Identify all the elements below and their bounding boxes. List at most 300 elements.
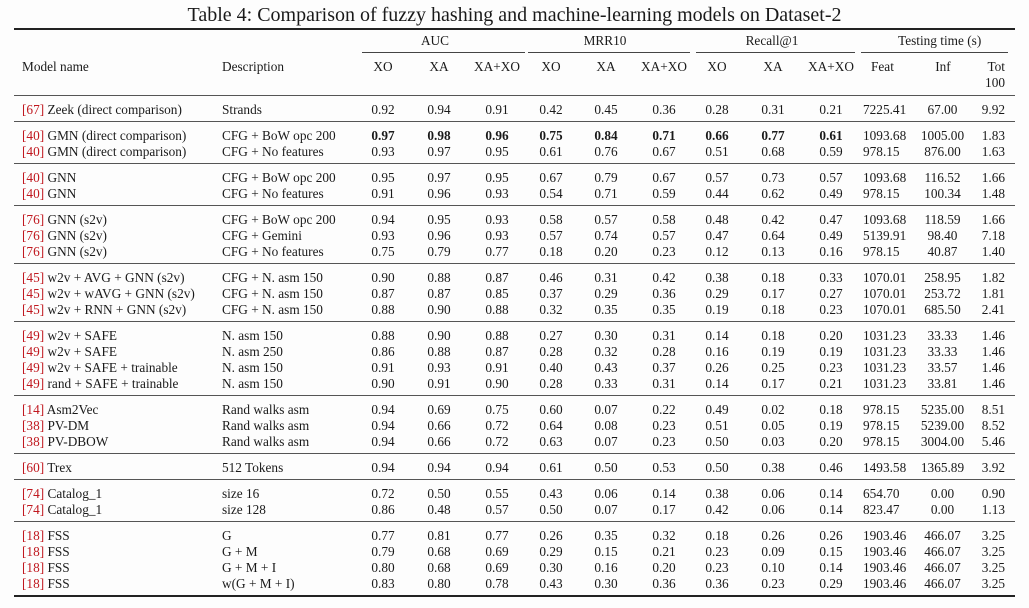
table-row-description: CFG + N. asm 150	[222, 270, 323, 285]
table-cell-metric: 0.88	[371, 328, 395, 343]
citation-link[interactable]: [38]	[22, 434, 45, 449]
table-row-model	[22, 544, 70, 560]
table-row-description: N. asm 150	[222, 360, 283, 375]
table-rule	[14, 595, 1015, 597]
table-row-description: Rand walks asm	[222, 418, 310, 433]
table-cell-metric: 0.91	[485, 360, 509, 375]
table-cell-metric: 0.93	[485, 228, 509, 243]
table-row-description: CFG + N. asm 150	[222, 286, 323, 301]
table-cell-metric: 0.51	[705, 144, 729, 159]
table-cell-metric: 0.50	[594, 460, 618, 475]
table-cell-metric: 0.53	[652, 460, 676, 475]
table-cell-metric: 0.94	[371, 212, 395, 227]
table-cell-metric: 0.94	[427, 460, 451, 475]
header-group-underline	[362, 52, 525, 53]
table-cell-metric: 0.87	[485, 344, 509, 359]
table-row-model	[22, 460, 72, 476]
table-cell-inf: 466.07	[924, 560, 961, 575]
table-cell-metric: 0.68	[761, 144, 785, 159]
table-cell-metric: 0.88	[427, 344, 451, 359]
citation-link[interactable]: [60]	[22, 460, 45, 475]
header-group-underline	[696, 52, 855, 53]
table-cell-inf: 1005.00	[920, 128, 965, 143]
table-cell-inf: 116.52	[924, 170, 961, 185]
table-cell-metric: 0.57	[485, 502, 509, 517]
table-row-model	[22, 244, 107, 260]
citation-link[interactable]: [74]	[22, 502, 45, 517]
table-cell-metric: 0.20	[819, 434, 843, 449]
table-cell-tot: 1.40	[981, 244, 1005, 259]
table-cell-metric: 0.35	[594, 528, 618, 543]
citation-link[interactable]: [45]	[22, 286, 45, 301]
citation-link[interactable]: [49]	[22, 344, 45, 359]
table-cell-metric: 0.08	[594, 418, 618, 433]
table-cell-metric: 0.23	[819, 302, 843, 317]
table-row-description: CFG + N. asm 150	[222, 302, 323, 317]
table-cell-metric: 0.74	[594, 228, 618, 243]
table-cell-metric: 0.36	[705, 576, 729, 591]
table-cell-metric: 0.73	[761, 170, 785, 185]
citation-link[interactable]: [45]	[22, 302, 45, 317]
table-rule	[14, 163, 1015, 164]
table-cell-inf: 98.40	[927, 228, 958, 243]
model-name: Catalog_1	[47, 502, 103, 517]
table-row-model	[22, 344, 117, 360]
table-cell-metric: 0.17	[652, 502, 676, 517]
table-cell-metric: 0.23	[705, 560, 729, 575]
table-row-model	[22, 528, 70, 544]
table-cell-metric: 0.97	[427, 170, 451, 185]
table-cell-metric: 0.91	[371, 360, 395, 375]
table-cell-metric: 0.31	[652, 376, 676, 391]
table-cell-tot: 1.46	[981, 376, 1005, 391]
table-cell-metric: 0.15	[819, 544, 843, 559]
table-cell-feat: 1903.46	[863, 560, 907, 575]
table-cell-metric: 0.30	[539, 560, 563, 575]
table-cell-metric: 0.96	[427, 228, 451, 243]
table-cell-metric: 0.13	[761, 244, 785, 259]
table-cell-metric: 0.57	[705, 170, 729, 185]
table-cell-metric: 0.88	[485, 302, 509, 317]
table-cell-metric: 0.90	[371, 376, 395, 391]
table-cell-metric: 0.95	[427, 212, 451, 227]
table-cell-feat: 1493.58	[863, 460, 907, 475]
table-row-model	[22, 302, 186, 318]
table-cell-metric: 0.93	[371, 144, 395, 159]
table-cell-metric: 0.66	[427, 434, 451, 449]
table-row-description: CFG + BoW opc 200	[222, 128, 336, 143]
table-cell-metric: 0.31	[652, 328, 676, 343]
header-group-0: AUC	[420, 33, 450, 48]
table-row-description: Rand walks asm	[222, 434, 310, 449]
table-cell-tot: 3.25	[981, 576, 1005, 591]
table-cell-tot: 3.92	[981, 460, 1005, 475]
table-cell-metric: 0.57	[539, 228, 563, 243]
table-rule	[14, 521, 1015, 522]
header-sub-1: XA	[429, 59, 449, 74]
table-cell-metric: 0.75	[485, 402, 509, 417]
table-cell-feat: 978.15	[863, 244, 900, 259]
table-cell-tot: 1.83	[981, 128, 1005, 143]
table-cell-metric: 0.26	[761, 528, 785, 543]
table-cell-metric: 0.98	[427, 128, 451, 143]
table-cell-feat: 1093.68	[863, 128, 907, 143]
header-model-name: Model name	[22, 59, 89, 74]
table-cell-metric: 0.91	[427, 376, 451, 391]
table-cell-metric: 0.18	[761, 328, 785, 343]
model-name: GNN	[47, 170, 77, 185]
table-cell-metric: 0.58	[539, 212, 563, 227]
table-cell-metric: 0.27	[539, 328, 563, 343]
table-cell-metric: 0.17	[761, 286, 785, 301]
table-cell-metric: 0.68	[427, 544, 451, 559]
table-row-model	[22, 102, 182, 118]
table-row-model	[22, 360, 178, 376]
table-cell-metric: 0.49	[705, 402, 729, 417]
table-cell-metric: 0.93	[485, 212, 509, 227]
table-cell-inf: 466.07	[924, 528, 961, 543]
citation-link[interactable]: [45]	[22, 270, 45, 285]
table-row-model	[22, 186, 76, 202]
table-cell-metric: 0.91	[371, 186, 395, 201]
header-sub-5: XA+XO	[641, 59, 687, 74]
table-cell-metric: 0.42	[705, 502, 729, 517]
table-cell-metric: 0.14	[705, 376, 729, 391]
table-cell-metric: 0.10	[761, 560, 785, 575]
citation-link[interactable]: [76]	[22, 228, 45, 243]
table-cell-metric: 0.47	[819, 212, 843, 227]
table-cell-metric: 0.19	[761, 344, 785, 359]
citation-link[interactable]: [18]	[22, 576, 45, 591]
table-cell-metric: 0.36	[652, 102, 676, 117]
header-tot-line1: Tot	[987, 59, 1005, 74]
table-cell-feat: 978.15	[863, 144, 900, 159]
table-row-model	[22, 170, 76, 186]
table-row-description: CFG + No features	[222, 144, 324, 159]
table-cell-metric: 0.28	[539, 344, 563, 359]
model-name: w2v + SAFE	[47, 344, 118, 359]
table-cell-tot: 7.18	[981, 228, 1005, 243]
table-cell-metric: 0.30	[594, 328, 618, 343]
model-name: w2v + RNN + GNN (s2v)	[47, 302, 187, 317]
table-cell-metric: 0.18	[705, 528, 729, 543]
table-row-description: CFG + No features	[222, 186, 324, 201]
table-cell-metric: 0.47	[705, 228, 729, 243]
table-cell-metric: 0.29	[819, 576, 843, 591]
table-cell-metric: 0.30	[594, 576, 618, 591]
table-cell-metric: 0.72	[485, 418, 509, 433]
table-cell-metric: 0.02	[761, 402, 785, 417]
citation-link[interactable]: [74]	[22, 486, 45, 501]
table-cell-feat: 978.15	[863, 434, 900, 449]
model-name: w2v + AVG + GNN (s2v)	[47, 270, 185, 285]
table-cell-metric: 0.43	[539, 576, 563, 591]
model-name: Zeek (direct comparison)	[47, 102, 182, 117]
header-sub-0: XO	[373, 59, 393, 74]
table-cell-feat: 1070.01	[863, 286, 907, 301]
table-cell-metric: 0.77	[371, 528, 395, 543]
table-cell-metric: 0.25	[761, 360, 785, 375]
table-cell-metric: 0.90	[427, 328, 451, 343]
table-caption: Table 4: Comparison of fuzzy hashing and machine-learning models on Dataset-2	[187, 4, 842, 26]
table-cell-metric: 0.63	[539, 434, 563, 449]
table-cell-metric: 0.94	[371, 460, 395, 475]
table-cell-metric: 0.84	[594, 128, 618, 143]
table-cell-feat: 978.15	[863, 418, 900, 433]
header-sub-7: XA	[763, 59, 783, 74]
table-cell-metric: 0.07	[594, 502, 618, 517]
table-row-description: N. asm 150	[222, 376, 283, 391]
table-cell-metric: 0.32	[594, 344, 618, 359]
table-cell-inf: 0.00	[930, 502, 955, 517]
table-cell-metric: 0.69	[485, 544, 509, 559]
citation-link[interactable]: [49]	[22, 360, 45, 375]
citation-link[interactable]: [40]	[22, 144, 45, 159]
header-description: Description	[222, 59, 285, 74]
table-cell-tot: 2.41	[981, 302, 1005, 317]
citation-link[interactable]: [18]	[22, 544, 45, 559]
model-name: PV-DM	[47, 418, 90, 433]
citation-link[interactable]: [40]	[22, 186, 45, 201]
table-cell-metric: 0.77	[485, 244, 509, 259]
table-cell-feat: 1031.23	[863, 376, 907, 391]
table-cell-metric: 0.88	[427, 270, 451, 285]
table-cell-metric: 0.66	[427, 418, 451, 433]
table-cell-inf: 258.95	[924, 270, 961, 285]
table-row-model	[22, 328, 117, 344]
table-cell-metric: 0.05	[761, 418, 785, 433]
table-cell-metric: 0.75	[371, 244, 395, 259]
table-cell-inf: 3004.00	[920, 434, 965, 449]
table-cell-inf: 0.00	[930, 486, 955, 501]
table-cell-metric: 0.93	[485, 186, 509, 201]
table-cell-metric: 0.72	[485, 434, 509, 449]
table-cell-metric: 0.50	[705, 434, 729, 449]
table-cell-metric: 0.67	[652, 170, 676, 185]
table-cell-metric: 0.87	[427, 286, 451, 301]
table-cell-metric: 0.38	[705, 270, 729, 285]
table-cell-metric: 0.28	[705, 102, 729, 117]
table-cell-metric: 0.94	[371, 434, 395, 449]
table-cell-metric: 0.27	[819, 286, 843, 301]
table-rule	[14, 479, 1015, 480]
table-cell-metric: 0.64	[539, 418, 563, 433]
table-cell-metric: 0.96	[485, 128, 509, 143]
table-cell-tot: 1.81	[981, 286, 1005, 301]
header-sub-8: XA+XO	[808, 59, 854, 74]
table-cell-inf: 100.34	[924, 186, 961, 201]
table-cell-metric: 0.29	[594, 286, 618, 301]
table-cell-metric: 0.43	[539, 486, 563, 501]
table-cell-feat: 1031.23	[863, 328, 907, 343]
table-cell-metric: 0.18	[761, 302, 785, 317]
table-cell-metric: 0.94	[485, 460, 509, 475]
table-rule	[14, 205, 1015, 206]
table-rule	[14, 121, 1015, 122]
table-cell-metric: 0.68	[427, 560, 451, 575]
citation-link[interactable]: [38]	[22, 418, 45, 433]
table-cell-inf: 466.07	[924, 544, 961, 559]
table-cell-metric: 0.23	[761, 576, 785, 591]
table-cell-metric: 0.69	[427, 402, 451, 417]
table-cell-metric: 0.75	[539, 128, 563, 143]
table-cell-metric: 0.86	[371, 344, 395, 359]
table-cell-metric: 0.17	[761, 376, 785, 391]
table-cell-inf: 466.07	[924, 576, 961, 591]
table-cell-metric: 0.26	[819, 528, 843, 543]
model-name: PV-DBOW	[47, 434, 109, 449]
table-cell-metric: 0.23	[705, 544, 729, 559]
table-cell-metric: 0.03	[761, 434, 785, 449]
table-cell-metric: 0.92	[371, 102, 395, 117]
model-name: GNN (s2v)	[47, 228, 107, 243]
model-name: GMN (direct comparison)	[47, 128, 187, 143]
header-sub-4: XA	[596, 59, 616, 74]
table-cell-feat: 1093.68	[863, 170, 907, 185]
table-cell-metric: 0.37	[539, 286, 563, 301]
table-row-model	[22, 128, 186, 144]
table-row-model	[22, 418, 89, 434]
citation-link[interactable]: [67]	[22, 102, 45, 117]
table-cell-metric: 0.57	[594, 212, 618, 227]
table-cell-metric: 0.94	[427, 102, 451, 117]
table-cell-tot: 1.66	[981, 212, 1005, 227]
model-name: GNN	[47, 186, 77, 201]
table-cell-metric: 0.07	[594, 434, 618, 449]
model-name: GNN (s2v)	[47, 244, 107, 259]
table-cell-metric: 0.80	[371, 560, 395, 575]
table-cell-metric: 0.31	[761, 102, 785, 117]
table-rule	[14, 263, 1015, 264]
table-cell-metric: 0.23	[819, 360, 843, 375]
citation-link[interactable]: [76]	[22, 212, 45, 227]
citation-link[interactable]: [40]	[22, 128, 45, 143]
table-cell-metric: 0.94	[371, 418, 395, 433]
table-cell-tot: 3.25	[981, 560, 1005, 575]
table-cell-metric: 0.28	[539, 376, 563, 391]
model-name: w2v + SAFE + trainable	[47, 360, 178, 375]
table-cell-metric: 0.72	[371, 486, 395, 501]
table-cell-metric: 0.90	[371, 270, 395, 285]
table-cell-metric: 0.57	[652, 228, 676, 243]
header-group-underline	[528, 52, 690, 53]
table-cell-metric: 0.42	[652, 270, 676, 285]
table-cell-metric: 0.67	[652, 144, 676, 159]
header-group-3: Testing time (s)	[898, 33, 982, 48]
table-cell-metric: 0.87	[371, 286, 395, 301]
table-cell-inf: 33.33	[927, 344, 958, 359]
table-cell-metric: 0.95	[485, 170, 509, 185]
table-row-description: Rand walks asm	[222, 402, 310, 417]
table-cell-metric: 0.90	[427, 302, 451, 317]
table-cell-metric: 0.18	[761, 270, 785, 285]
model-name: FSS	[47, 528, 70, 543]
table-cell-metric: 0.33	[594, 376, 618, 391]
table-cell-metric: 0.69	[485, 560, 509, 575]
table-cell-metric: 0.85	[485, 286, 509, 301]
table-cell-metric: 0.77	[485, 528, 509, 543]
model-name: GNN (s2v)	[47, 212, 107, 227]
table-cell-metric: 0.36	[652, 576, 676, 591]
table-cell-metric: 0.61	[539, 144, 563, 159]
table-cell-metric: 0.09	[761, 544, 785, 559]
table-cell-inf: 118.59	[924, 212, 961, 227]
citation-link[interactable]: [40]	[22, 170, 45, 185]
table-cell-metric: 0.07	[594, 402, 618, 417]
table-cell-metric: 0.62	[761, 186, 785, 201]
table-cell-metric: 0.21	[819, 376, 843, 391]
table-cell-feat: 7225.41	[863, 102, 907, 117]
citation-link[interactable]: [49]	[22, 376, 45, 391]
citation-link[interactable]: [18]	[22, 528, 45, 543]
table-cell-inf: 1365.89	[920, 460, 965, 475]
table-row-description: CFG + BoW opc 200	[222, 212, 336, 227]
table-cell-metric: 0.36	[652, 286, 676, 301]
table-cell-metric: 0.33	[819, 270, 843, 285]
table-cell-metric: 0.95	[485, 144, 509, 159]
table-row-description: 512 Tokens	[222, 460, 284, 475]
table-cell-feat: 1903.46	[863, 576, 907, 591]
table-cell-metric: 0.28	[652, 344, 676, 359]
table-cell-metric: 0.95	[371, 170, 395, 185]
table-row-model	[22, 402, 98, 418]
table-cell-tot: 1.48	[981, 186, 1005, 201]
table-cell-metric: 0.71	[594, 186, 618, 201]
table-cell-metric: 0.18	[539, 244, 563, 259]
table-row-model	[22, 576, 70, 592]
table-cell-metric: 0.50	[539, 502, 563, 517]
header-sub-6: XO	[707, 59, 727, 74]
table-cell-inf: 33.57	[927, 360, 958, 375]
citation-link[interactable]: [14]	[22, 402, 45, 417]
table-cell-feat: 1031.23	[863, 360, 907, 375]
table-cell-metric: 0.58	[652, 212, 676, 227]
table-cell-feat: 1903.46	[863, 528, 907, 543]
citation-link[interactable]: [18]	[22, 560, 45, 575]
citation-link[interactable]: [49]	[22, 328, 45, 343]
table-cell-metric: 0.79	[427, 244, 451, 259]
table-rule	[14, 395, 1015, 396]
table-cell-feat: 1070.01	[863, 302, 907, 317]
table-rule	[14, 321, 1015, 322]
table-cell-metric: 0.90	[485, 376, 509, 391]
table-row-model	[22, 286, 195, 302]
table-cell-metric: 0.44	[705, 186, 729, 201]
table-cell-metric: 0.29	[539, 544, 563, 559]
table-cell-feat: 1093.68	[863, 212, 907, 227]
table-cell-tot: 8.51	[981, 402, 1005, 417]
table-cell-metric: 0.97	[371, 128, 395, 143]
table-cell-metric: 0.29	[705, 286, 729, 301]
table-cell-feat: 823.47	[863, 502, 900, 517]
model-name: Asm2Vec	[46, 402, 99, 417]
table-cell-metric: 0.23	[652, 244, 676, 259]
model-name: w2v + wAVG + GNN (s2v)	[47, 286, 195, 301]
citation-link[interactable]: [76]	[22, 244, 45, 259]
table-cell-metric: 0.19	[705, 302, 729, 317]
table-cell-metric: 0.45	[594, 102, 618, 117]
table-cell-metric: 0.32	[652, 528, 676, 543]
table-cell-metric: 0.77	[761, 128, 785, 143]
table-cell-metric: 0.22	[652, 402, 676, 417]
table-cell-metric: 0.20	[652, 560, 676, 575]
table-cell-metric: 0.67	[539, 170, 563, 185]
table-cell-metric: 0.16	[705, 344, 729, 359]
model-name: rand + SAFE + trainable	[47, 376, 179, 391]
table-cell-metric: 0.14	[705, 328, 729, 343]
table-row-model	[22, 434, 108, 450]
table-row-description: Strands	[222, 102, 262, 117]
